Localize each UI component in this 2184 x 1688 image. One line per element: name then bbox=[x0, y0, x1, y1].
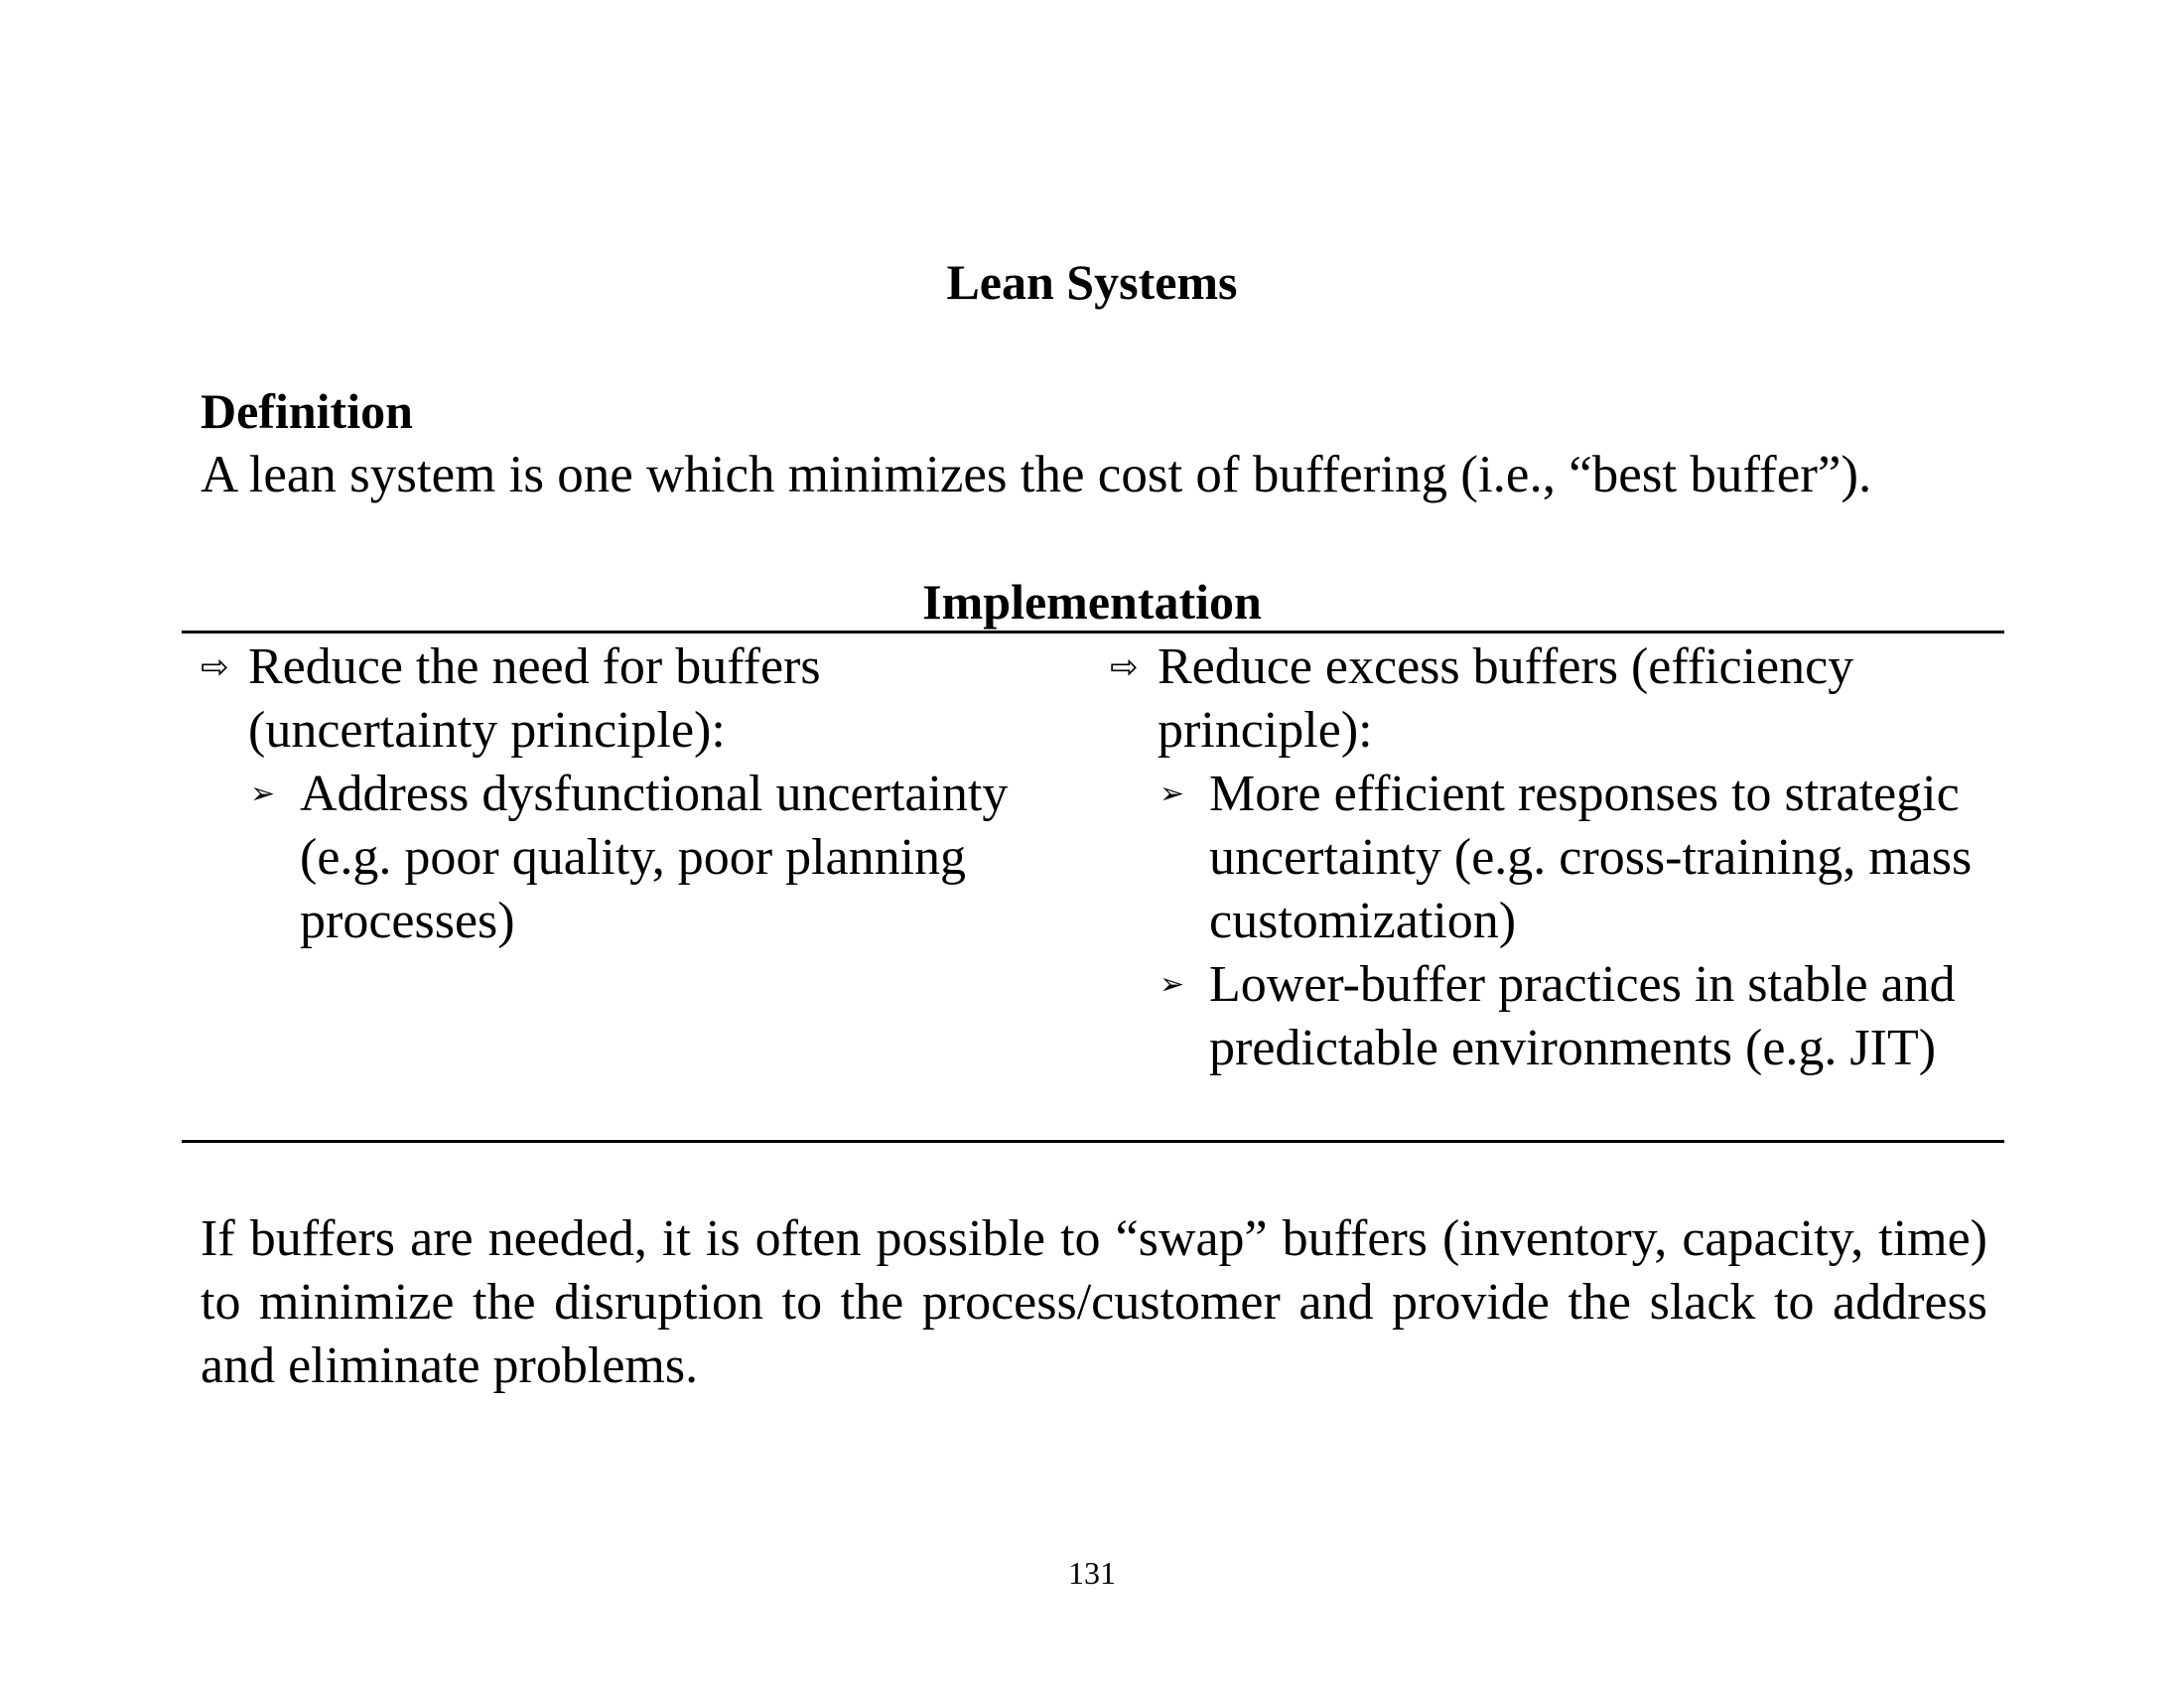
sub-point-text: Address dysfunctional uncertainty (e.g. poor quality, poor planning processes) bbox=[300, 766, 1009, 949]
main-point-text: Reduce the need for buffers (uncertainty principle): bbox=[248, 638, 821, 759]
main-point bbox=[1110, 635, 2003, 763]
main-point bbox=[201, 635, 1074, 763]
table-bottom-rule bbox=[182, 1140, 2004, 1143]
implementation-heading: Implementation bbox=[922, 574, 1262, 630]
sub-point-list bbox=[1110, 763, 2003, 1080]
page-title: Lean Systems bbox=[946, 254, 1238, 310]
sub-point bbox=[1160, 763, 2003, 953]
sub-point bbox=[250, 763, 1074, 953]
sub-point-list bbox=[201, 763, 1074, 953]
page-number: 131 bbox=[1068, 1555, 1116, 1591]
sub-point-text: Lower-buffer practices in stable and predictable environments (e.g. JIT) bbox=[1209, 956, 1956, 1076]
closing-paragraph: If buffers are needed, it is often possible to “swap” buffers (inventory, capacity, time) to minimize the disruption to the process/customer and provide the slack to address and eliminate problems. bbox=[201, 1210, 1987, 1394]
chevron-right-icon: ➢ bbox=[1160, 776, 1185, 811]
hollow-right-arrow-icon: ⇨ bbox=[201, 647, 229, 687]
chevron-right-icon: ➢ bbox=[1160, 967, 1185, 1002]
sub-point bbox=[1160, 953, 2003, 1080]
definition-text: A lean system is one which minimizes the cost of buffering (i.e., “best buffer”). bbox=[201, 446, 1872, 503]
sub-point-text: More efficient responses to strategic uncertainty (e.g. cross-training, mass customization) bbox=[1209, 766, 1973, 949]
main-point-text: Reduce excess buffers (efficiency principle): bbox=[1158, 638, 1854, 759]
implementation-column-left bbox=[201, 635, 1074, 953]
implementation-column-right bbox=[1110, 635, 2003, 1080]
hollow-right-arrow-icon: ⇨ bbox=[1110, 647, 1139, 687]
table-top-rule bbox=[182, 631, 2004, 633]
definition-heading: Definition bbox=[201, 383, 413, 439]
chevron-right-icon: ➢ bbox=[250, 776, 276, 811]
